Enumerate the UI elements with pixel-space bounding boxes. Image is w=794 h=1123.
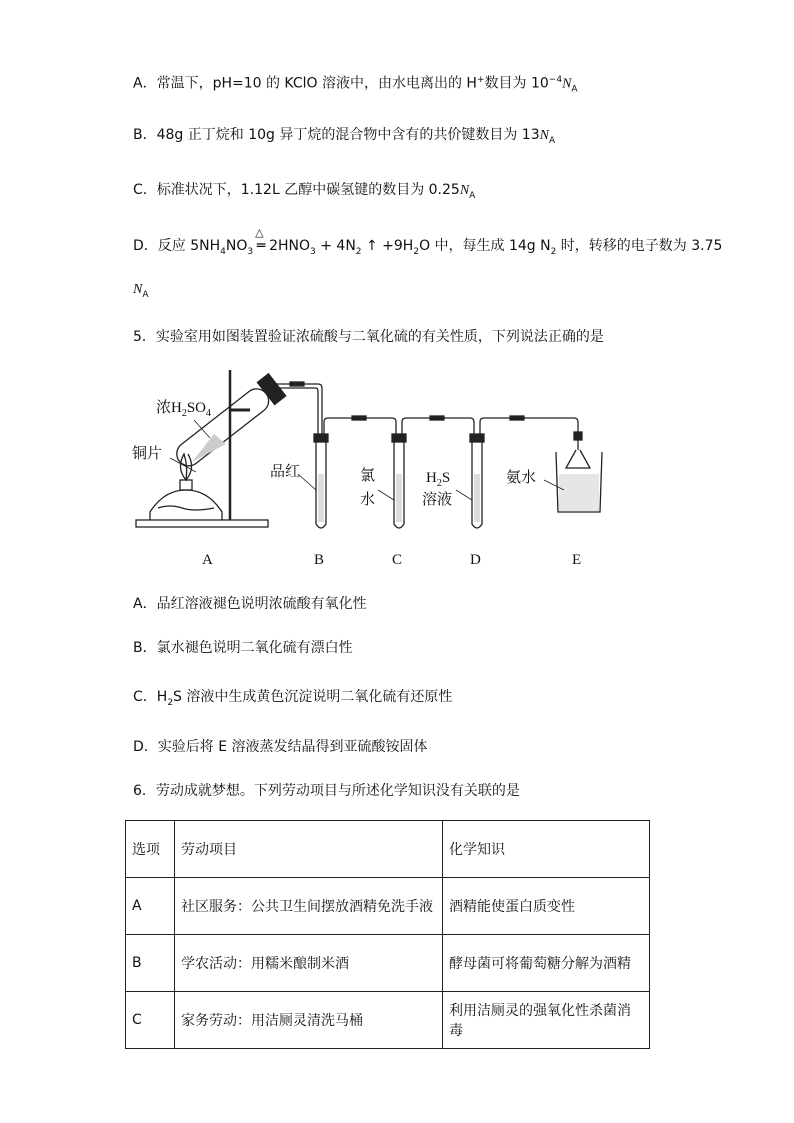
label-ammonia: 氨水 <box>506 470 537 486</box>
table-cell: 学农活动：用糯米酿制米酒 <box>175 935 443 992</box>
inverted-funnel <box>566 450 590 468</box>
rubber-joint-4 <box>510 416 524 420</box>
q4-option-d: D．反应 $5NH_4NO_3$ △ ═ $2HNO_3 + 4N_2$ ↑ $+9H_2O$ 中，每生成 14g $N_2$ 时，转移的电子数为 3.75 <box>133 226 723 257</box>
table-cell: B <box>126 935 175 992</box>
label-a: A <box>202 552 213 568</box>
table-header-cell: 选项 <box>126 821 175 878</box>
reaction-tube <box>172 384 273 471</box>
rubber-joint-5 <box>574 432 582 440</box>
table-cell: 酒精能使蛋白质变性 <box>443 878 650 935</box>
label-d: D <box>470 552 481 568</box>
q5-stem: 5．实验室用如图装置验证浓硫酸与二氧化硫的有关性质，下列说法正确的是 <box>133 329 604 345</box>
label-pinhong: 品红 <box>270 464 301 480</box>
lamp-neck <box>180 480 192 490</box>
q4-option-a: A．常温下，pH=10 的 KClO 溶液中，由水电离出的 H+数目为 $10^{-4}N_A$ <box>133 75 578 95</box>
leader-h2s <box>456 490 472 500</box>
apparatus-figure <box>130 362 610 572</box>
tube-d-liquid <box>474 474 480 522</box>
tube-b-stopper <box>314 434 328 442</box>
labor-table <box>125 820 650 1049</box>
table-cell: 利用洁厕灵的强氧化性杀菌消毒 <box>443 992 650 1049</box>
q5-option-b: B．氯水褪色说明二氧化硫有漂白性 <box>133 640 353 656</box>
tube-c-stopper <box>392 434 406 442</box>
label-chlorine-water-2: 水 <box>360 492 376 508</box>
rubber-joint-3 <box>430 416 444 420</box>
table-cell: C <box>126 992 175 1049</box>
label-h2s-solution: 溶液 <box>422 492 453 508</box>
label-c: C <box>392 552 403 568</box>
q4-option-d-continued: $N_A$ <box>133 282 149 300</box>
table-header-cell: 劳动项目 <box>175 821 443 878</box>
heating-arrow: △ ═ <box>255 226 266 254</box>
q5-option-a: A．品红溶液褪色说明浓硫酸有氧化性 <box>133 596 367 612</box>
table-cell: 社区服务：公共卫生间摆放酒精免洗手液 <box>175 878 443 935</box>
tube-c-liquid <box>396 474 402 522</box>
stand-base <box>136 520 268 527</box>
label-b: B <box>314 552 325 568</box>
q4-option-c: C．标准状况下，1.12L 乙醇中碳氢键的数目为 $0.25N_A$ <box>133 182 476 201</box>
alcohol-lamp <box>150 490 222 520</box>
lamp-liquid <box>158 506 214 510</box>
table-cell: 酵母菌可将葡萄糖分解为酒精 <box>443 935 650 992</box>
table-header-cell: 化学知识 <box>443 821 650 878</box>
rubber-joint-2 <box>352 416 366 420</box>
label-conc-h2so4: 浓$H_2SO_4$ <box>156 400 212 419</box>
label-copper: 铜片 <box>132 446 163 462</box>
q4-option-b: B．48g 正丁烷和 10g 异丁烷的混合物中含有的共价键数目为 $13N_A$ <box>133 127 556 146</box>
tube-d-stopper <box>470 434 484 442</box>
tube-b-liquid <box>318 474 324 522</box>
q5-option-d: D．实验后将 E 溶液蒸发结晶得到亚硫酸铵固体 <box>133 739 428 755</box>
table-header-row <box>126 821 650 878</box>
table-row <box>126 935 650 992</box>
label-h2s: $H_2S$ <box>426 470 451 489</box>
table-row <box>126 878 650 935</box>
flame <box>180 454 186 480</box>
leader-pinhong <box>298 474 316 490</box>
acid-liquid <box>192 434 226 462</box>
table-cell: 家务劳动：用洁厕灵清洗马桶 <box>175 992 443 1049</box>
q6-stem: 6．劳动成就梦想。下列劳动项目与所述化学知识没有关联的是 <box>133 783 520 799</box>
rubber-joint-1 <box>290 382 304 386</box>
delivery-tube-4 <box>480 418 578 450</box>
q5-option-c: C．$H_2S$ 溶液中生成黄色沉淀说明二氧化硫有还原性 <box>133 689 453 708</box>
beaker-liquid <box>559 474 599 511</box>
stopper <box>257 374 285 405</box>
label-chlorine-water-1: 氯 <box>360 468 376 484</box>
table-row <box>126 992 650 1049</box>
label-e: E <box>572 552 582 568</box>
leader-chlorine-water <box>378 490 394 500</box>
table-cell: A <box>126 878 175 935</box>
leader-conc-acid <box>194 420 210 438</box>
